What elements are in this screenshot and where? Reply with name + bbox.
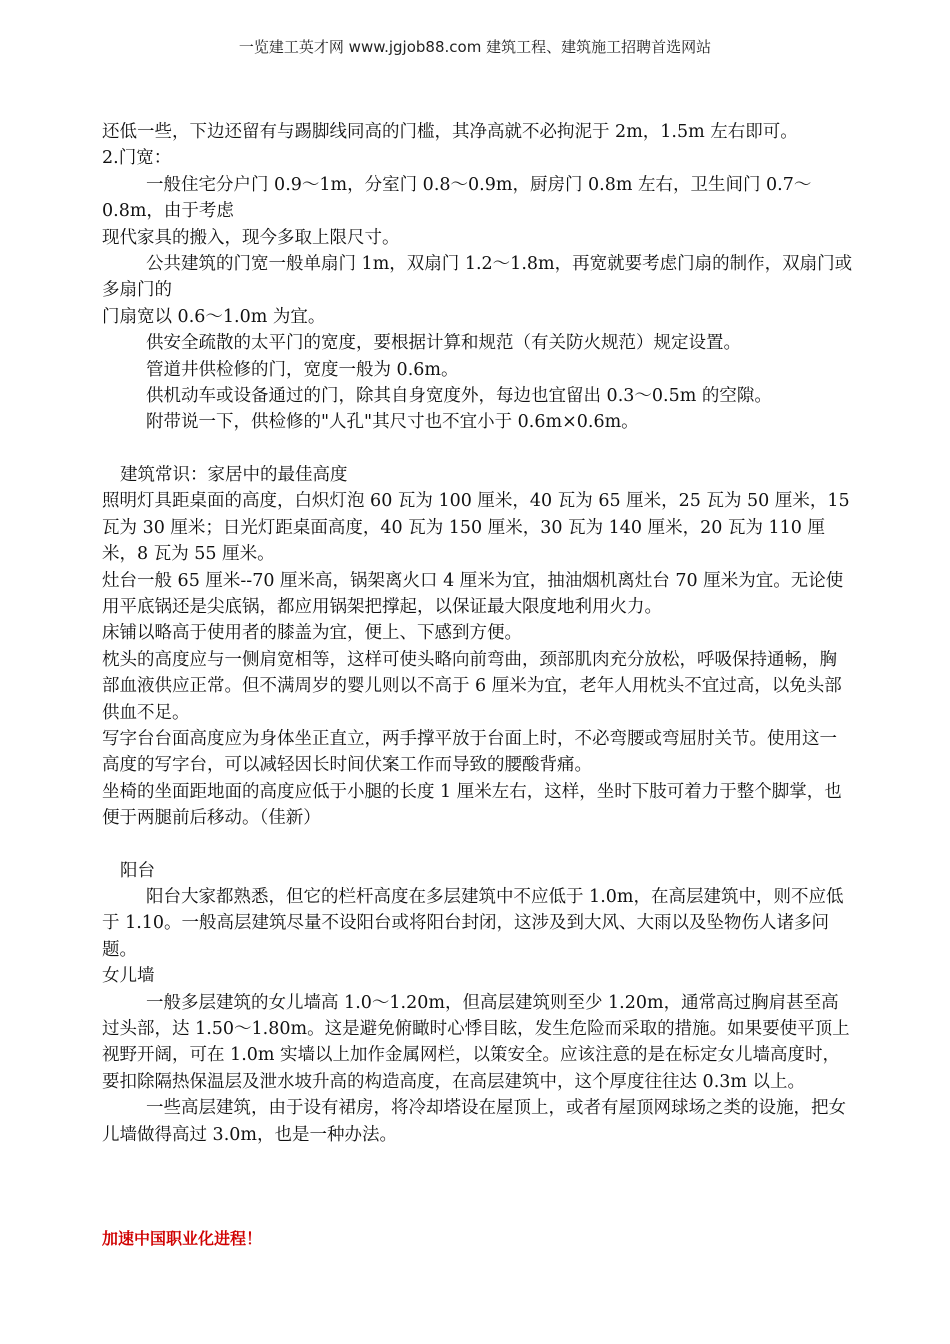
paragraph: 供安全疏散的太平门的宽度，要根据计算和规范（有关防火规范）规定设置。 — [146, 333, 741, 354]
page-footer-slogan: 加速中国职业化进程！ — [102, 1229, 263, 1248]
section-heading-parapet: 女儿墙 — [102, 966, 155, 987]
section-heading-balcony: 阳台 — [120, 860, 155, 881]
spacer — [102, 436, 854, 462]
paragraph: 还低一些，下边还留有与踢脚线同高的门槛，其净高就不必拘泥于 2m，1.5m 左右即可。 — [102, 122, 798, 142]
paragraph: 坐椅的坐面距地面的高度应低于小腿的长度 1 厘米左右，这样，坐时下肢可着力于整个脚掌，也便于两腿前后移动。（佳新） — [102, 781, 842, 829]
spacer — [102, 832, 854, 858]
paragraph: 供机动车或设备通过的门，除其自身宽度外，每边也宜留出 0.3～0.5m 的空隙。 — [146, 386, 772, 407]
paragraph: 床铺以略高于使用者的膝盖为宜，便上、下感到方便。 — [102, 623, 522, 644]
paragraph: 一般住宅分户门 0.9～1m，分室门 0.8～0.9m，厨房门 0.8m 左右，卫生间门 0.7～0.8m，由于考虑 — [102, 174, 812, 222]
section-label-door-width: 2.门宽： — [102, 148, 172, 169]
paragraph: 门扇宽以 0.6～1.0m 为宜。 — [102, 306, 326, 327]
paragraph: 一些高层建筑，由于设有裙房，将冷却塔设在屋顶上，或者有屋顶网球场之类的设施，把女儿墙做得高过 3.0m，也是一种办法。 — [102, 1098, 846, 1145]
paragraph: 公共建筑的门宽一般单扇门 1m，双扇门 1.2～1.8m，再宽就要考虑门扇的制作，双扇门或多扇门的 — [102, 254, 853, 301]
paragraph: 灶台一般 65 厘米--70 厘米高，锅架离火口 4 厘米为宜，抽油烟机离灶台 70 厘米为宜。无论使用平底锅还是尖底锅，都应用锅架把撑起，以保证最大限度地利用火力。 — [102, 570, 844, 617]
document-body — [102, 119, 854, 1148]
paragraph: 阳台大家都熟悉，但它的栏杆高度在多层建筑中不应低于 1.0m，在高层建筑中，则不应低于 1.10。一般高层建筑尽量不设阳台或将阳台封闭，这涉及到大风、大雨以及坠物伤人诸多问题。 — [102, 886, 844, 960]
page-header: 一览建工英才网 www.jgjob88.com 建筑工程、建筑施工招聘首选网站 — [238, 38, 712, 56]
paragraph: 写字台台面高度应为身体坐正直立，两手撑平放于台面上时，不必弯腰或弯屈肘关节。使用这一高度的写字台，可以减轻因长时间伏案工作而导致的腰酸背痛。 — [102, 728, 837, 776]
paragraph: 一般多层建筑的女儿墙高 1.0～1.20m，但高层建筑则至少 1.20m，通常高过胸肩甚至高过头部，达 1.50～1.80m。这是避免俯瞰时心悸目眩，发生危险而采取的措施。如果要使平顶上视野开阔，可在 1.0m 实墙以上加作金属网栏，以策安全。应该注意的是在标定女儿墙高度时，要扣除隔热保温层及泄水坡升高的构造高度，在高层建筑中，这个厚度往往达 0.3m 以上。 — [102, 992, 850, 1092]
paragraph: 枕头的高度应与一侧肩宽相等，这样可使头略向前弯曲，颈部肌肉充分放松，呼吸保持通畅，胸部血液供应正常。但不满周岁的婴儿则以不高于 6 厘米为宜，老年人用枕头不宜过高，以免头部供血不足。 — [102, 649, 842, 723]
paragraph: 现代家具的搬入，现今多取上限尺寸。 — [102, 227, 400, 248]
paragraph: 管道井供检修的门，宽度一般为 0.6m。 — [146, 359, 459, 380]
paragraph: 照明灯具距桌面的高度，白炽灯泡 60 瓦为 100 厘米，40 瓦为 65 厘米，25 瓦为 50 厘米，15 瓦为 30 厘米；日光灯距桌面高度，40 瓦为 150 厘米，30 瓦为 140 厘米，20 瓦为 110 厘米，8 瓦为 55 厘米。 — [102, 491, 850, 565]
section-heading-home-heights: 建筑常识：家居中的最佳高度 — [120, 464, 348, 485]
paragraph: 附带说一下，供检修的"人孔"其尺寸也不宜小于 0.6m×0.6m。 — [146, 412, 639, 433]
